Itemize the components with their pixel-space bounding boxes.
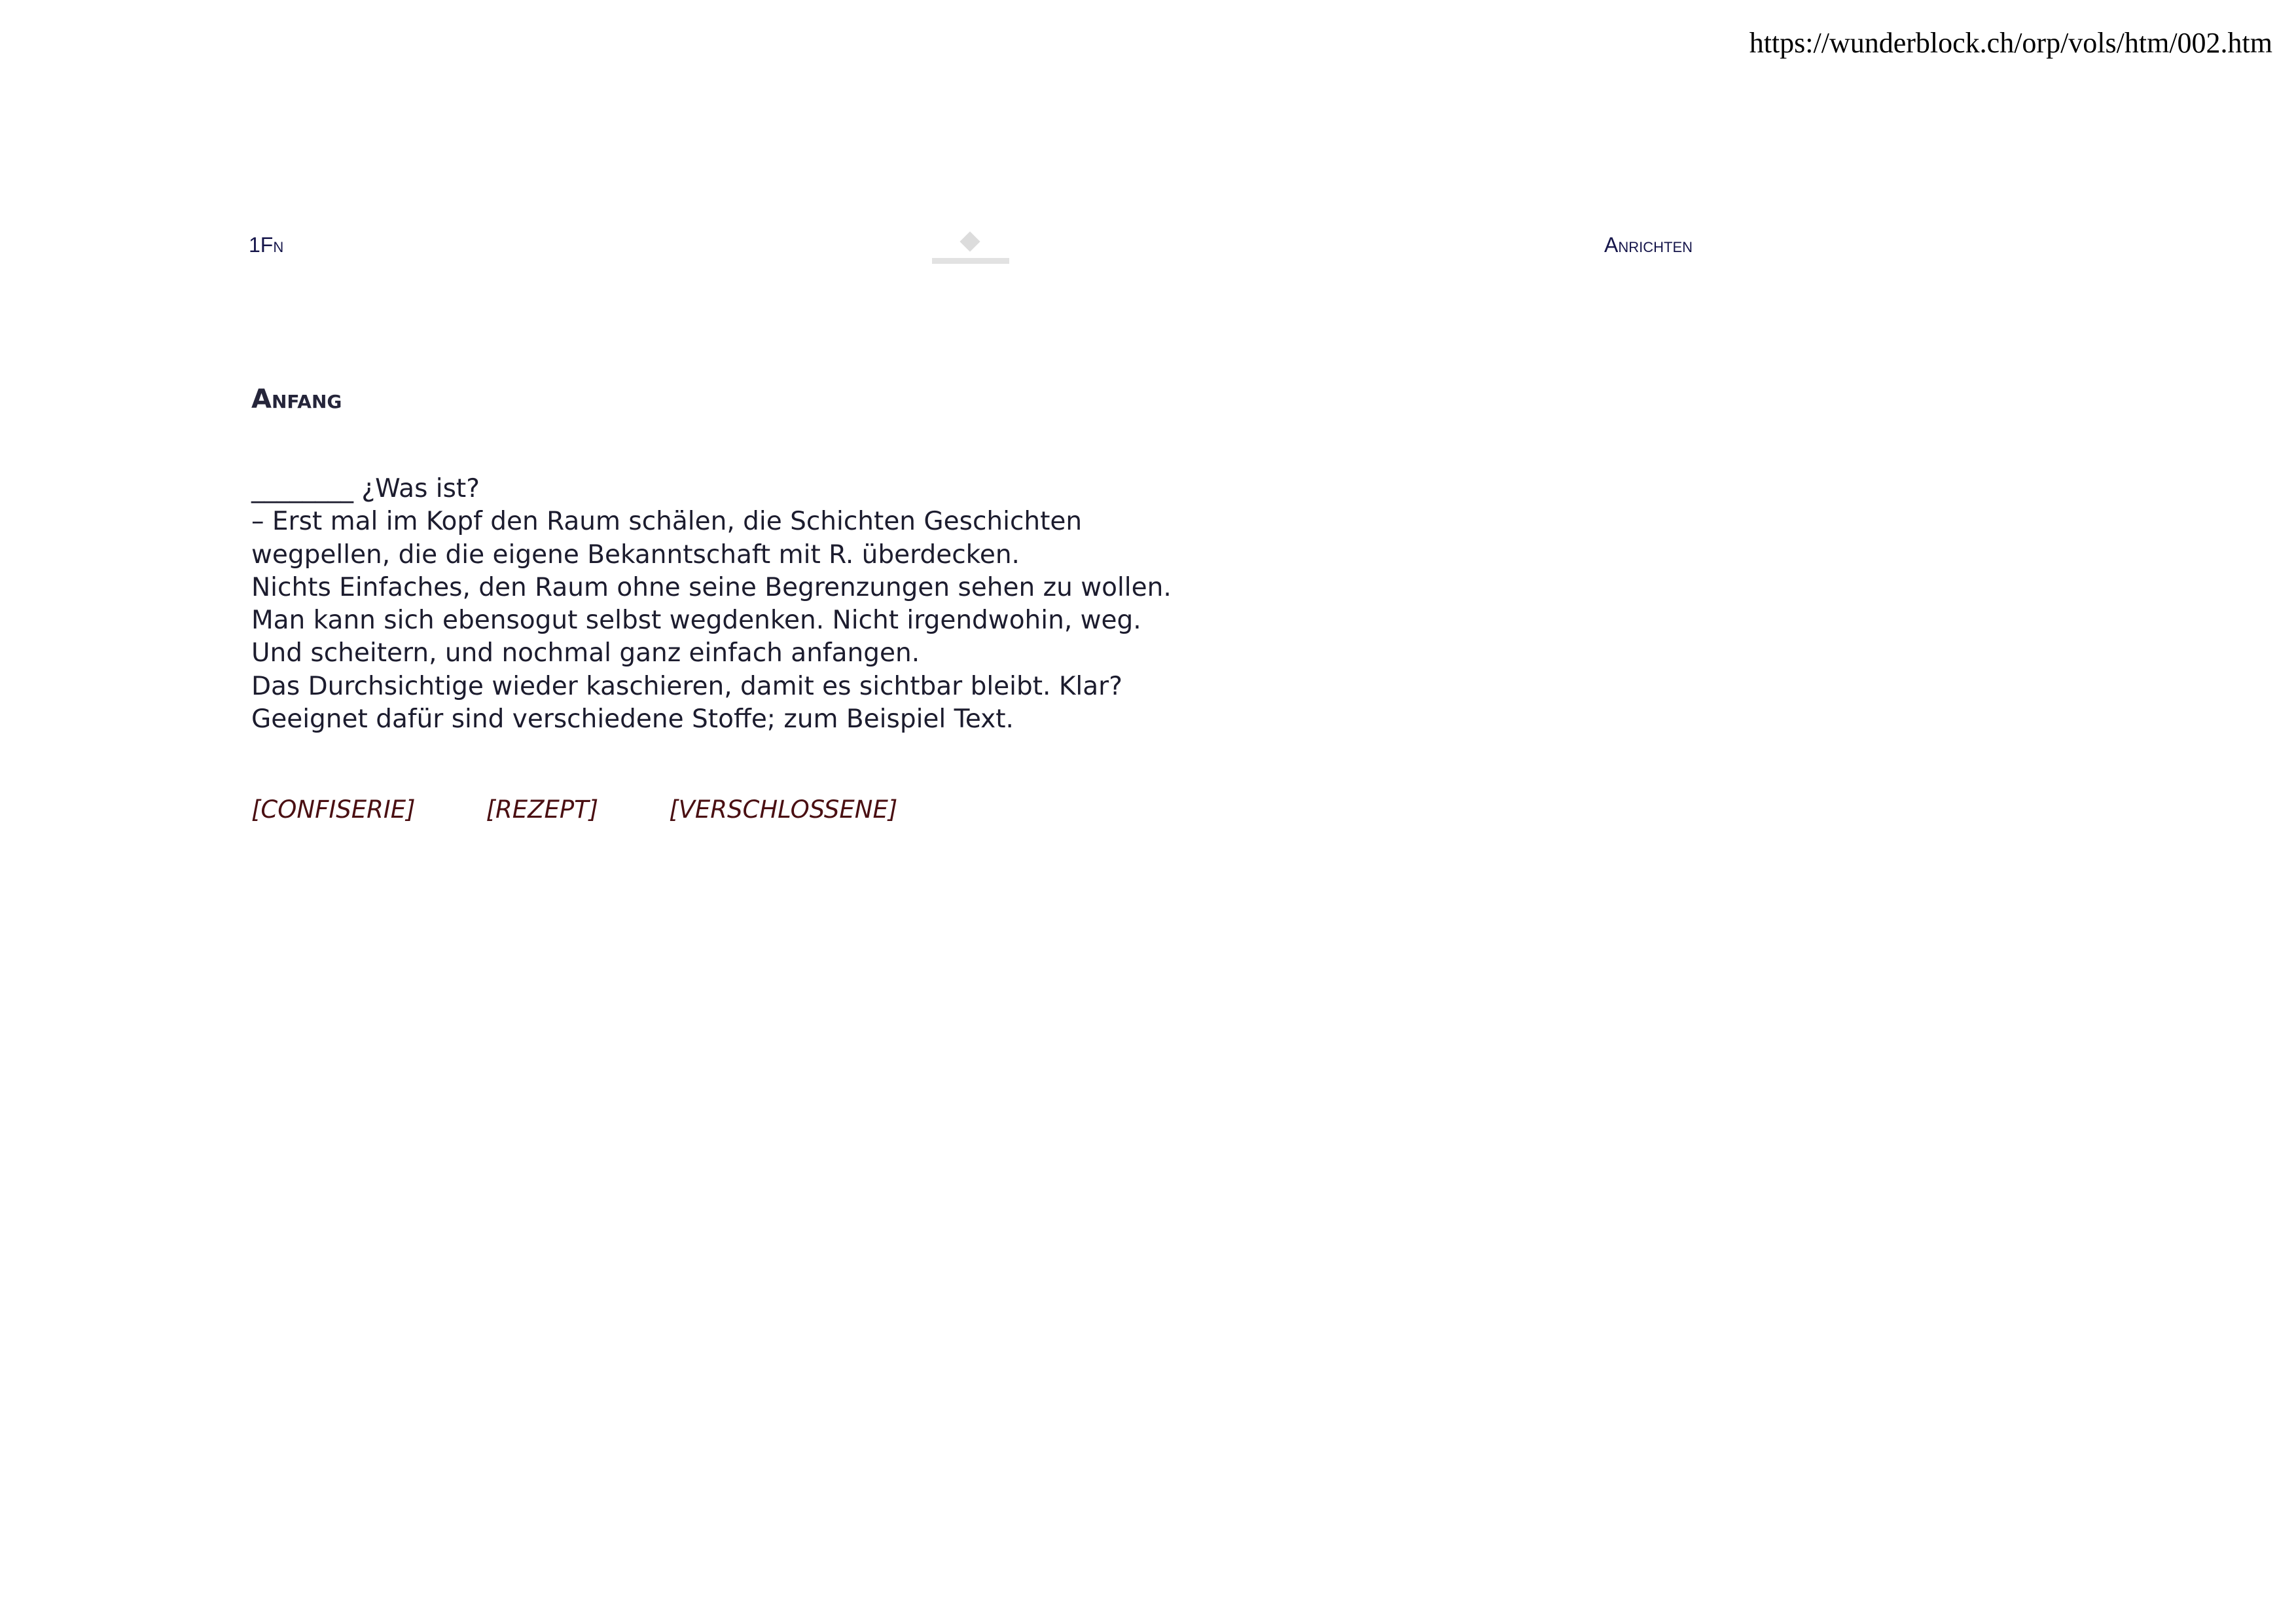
nav-previous-link[interactable]: 1Fn (249, 233, 284, 257)
page-title: Anfang (251, 384, 342, 414)
ornament-bar (932, 258, 1009, 264)
link-confiserie[interactable]: [CONFISERIE] (251, 795, 416, 824)
ornament-diamond (960, 231, 980, 251)
page-url[interactable]: https://wunderblock.ch/orp/vols/htm/002.htm (1749, 27, 2272, 59)
body-line: Geeignet dafür sind verschiedene Stoffe; zum Beispiel Text. (251, 704, 1014, 735)
diamond-bar-ornament-icon (932, 230, 1009, 264)
body-line: Und scheitern, und nochmal ganz einfach anfangen. (251, 638, 920, 668)
link-verschlossene[interactable]: [VERSCHLOSSENE] (669, 795, 898, 824)
body-line: Das Durchsichtige wieder kaschieren, damit es sichtbar bleibt. Klar? (251, 671, 1122, 701)
nav-next-link[interactable]: Anrichten (1604, 233, 1693, 257)
body-line: wegpellen, die die eigene Bekanntschaft mit R. überdecken. (251, 539, 1020, 570)
article-body (251, 473, 1172, 736)
related-links (251, 797, 897, 822)
link-rezept[interactable]: [REZEPT] (486, 795, 599, 824)
body-line: ________ ¿Was ist? (251, 474, 480, 503)
body-line: Man kann sich ebensogut selbst wegdenken. Nicht irgendwohin, weg. (251, 606, 1141, 636)
body-line: Nichts Einfaches, den Raum ohne seine Begrenzungen sehen zu wollen. (251, 572, 1172, 602)
body-line: – Erst mal im Kopf den Raum schälen, die Schichten Geschichten (251, 507, 1083, 537)
